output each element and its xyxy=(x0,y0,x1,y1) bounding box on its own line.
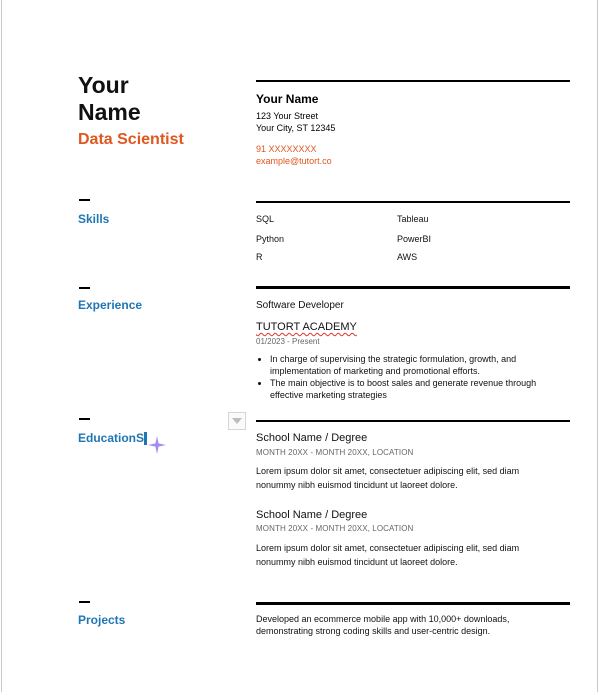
skill-item[interactable]: AWS xyxy=(397,252,418,262)
experience-divider xyxy=(256,286,570,289)
chevron-down-icon xyxy=(232,418,242,425)
skills-divider xyxy=(256,201,570,203)
education-school[interactable]: School Name / Degree xyxy=(256,509,368,521)
text-cursor xyxy=(144,432,147,445)
contact-divider xyxy=(256,80,570,82)
education-school[interactable]: School Name / Degree xyxy=(256,432,368,444)
projects-divider xyxy=(256,602,570,605)
skill-item[interactable]: Tableau xyxy=(397,214,429,224)
skill-item[interactable]: SQL xyxy=(256,214,275,224)
sparkle-icon[interactable] xyxy=(148,436,166,454)
contact-name[interactable]: Your Name xyxy=(256,92,319,106)
contact-phone[interactable]: 91 XXXXXXXX xyxy=(256,144,317,154)
job-title[interactable]: Software Developer xyxy=(256,300,344,311)
education-description[interactable]: Lorem ipsum dolor sit amet, consectetuer adipiscing elit, sed diam nonummy nibh euismod tincidunt ut laoreet dolore. xyxy=(256,466,520,490)
name-line-1[interactable]: Your xyxy=(78,72,129,98)
job-dates[interactable]: 01/2023 - Present xyxy=(256,337,320,346)
section-title-experience[interactable]: Experience xyxy=(78,298,143,312)
contact-street[interactable]: 123 Your Street xyxy=(256,111,319,121)
projects-dash xyxy=(79,601,90,603)
skill-item[interactable]: Python xyxy=(256,234,285,244)
job-role[interactable]: Data Scientist xyxy=(78,131,184,148)
experience-bullet[interactable]: • The main objective is to boost sales and generate revenue through effective marketing strategies xyxy=(270,377,570,401)
experience-bullets[interactable] xyxy=(256,353,570,401)
company-name[interactable]: TUTORT ACADEMY xyxy=(256,321,357,333)
resume-name[interactable] xyxy=(78,72,141,126)
experience-bullet[interactable]: • In charge of supervising the strategic formulation, growth, and implementation of marketing and promotional efforts. xyxy=(270,353,570,377)
education-meta[interactable]: MONTH 20XX - MONTH 20XX, LOCATION xyxy=(256,524,414,533)
contact-city[interactable]: Your City, ST 12345 xyxy=(256,123,336,133)
experience-dash xyxy=(79,287,90,289)
page-edge-right xyxy=(597,0,598,692)
skill-item[interactable]: PowerBI xyxy=(397,234,432,244)
project-description[interactable]: Developed an ecommerce mobile app with 10,000+ downloads, demonstrating strong coding skills and user-centric design. xyxy=(256,614,510,636)
page-edge-left xyxy=(1,0,2,692)
education-description[interactable]: Lorem ipsum dolor sit amet, consectetuer adipiscing elit, sed diam nonummy nibh euismod tincidunt ut laoreet dolore. xyxy=(256,543,520,567)
name-line-2[interactable]: Name xyxy=(78,99,141,125)
education-meta[interactable]: MONTH 20XX - MONTH 20XX, LOCATION xyxy=(256,448,414,457)
section-title-education[interactable]: EducationS xyxy=(78,431,145,445)
education-dash xyxy=(79,418,90,420)
section-title-skills[interactable]: Skills xyxy=(78,212,110,226)
contact-email[interactable]: example@tutort.co xyxy=(256,156,332,166)
dropdown-button[interactable] xyxy=(228,412,246,430)
education-divider xyxy=(256,420,570,422)
section-title-projects[interactable]: Projects xyxy=(78,613,126,627)
skills-dash xyxy=(79,199,90,201)
skill-item[interactable]: R xyxy=(256,252,263,262)
